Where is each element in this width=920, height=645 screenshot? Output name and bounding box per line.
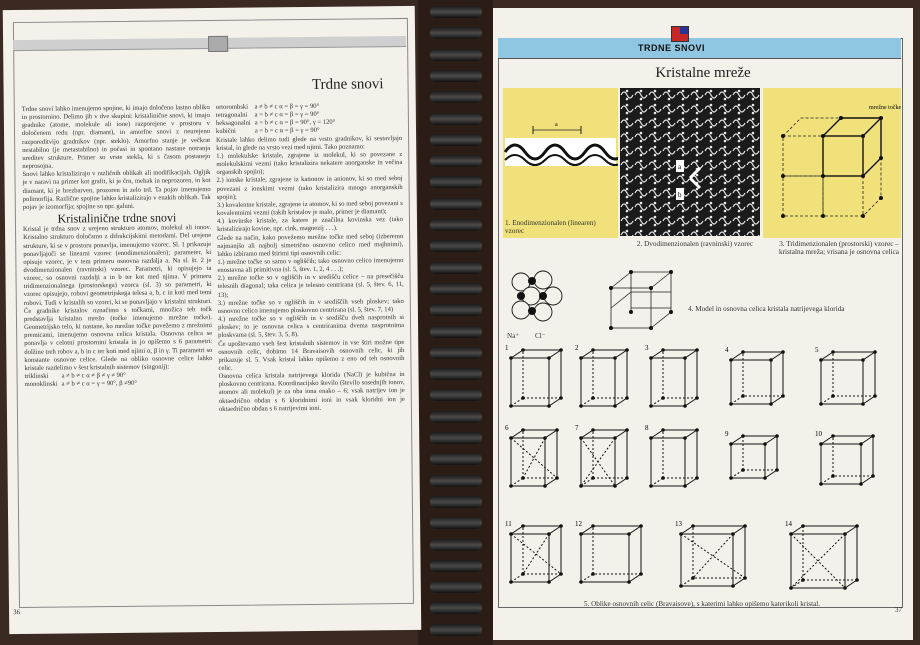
bravais-cell (505, 424, 559, 488)
system-name: triklinski (24, 372, 49, 380)
svg-text:b: b (678, 191, 682, 199)
system-rule: a ≠ b ≠ c α = β = γ = 90° (254, 102, 320, 111)
cell-number: 10 (815, 430, 822, 438)
cell-types-intro: Glede na način, kako povežemo mrežne točke med seboj (izberemo najmanjšo ali najbolj simetrično osnovno celico med majhnimi), lahko izbiramo med štirimi tipi osnovnih celic: (217, 232, 404, 258)
right-page (493, 8, 913, 640)
list-item: 2.) ionske kristale, zgrajene iz kationov in anionov, ki so med seboj povezani z ionskimi vezmi (tako kristalizira mnogo anorganskih spojin); (216, 175, 403, 201)
figure-1-caption: 1. Enodimenzionalen (linearen) vzorec (505, 219, 596, 235)
publisher-logo (671, 26, 689, 42)
intro-paragraph: Trdne snovi lahko imenujemo spojine, ki imajo določeno lastno obliko in prostornino. Delimo jih v dve skupini: kristalinične snovi, ki imajo gradnike (atome, molekule ali ione) razporejene v prostoru v določenem redu (npr. diamant), in amorfne snovi z neurejeno razporeditvijo gradnikov (npr. steklo). Amorfno stanje je večkrat nestabilno (je metastabilno) in počasi in spontano nastane notranja ureditev strukture. Primer so vrste stekla, ki s časom postanejo neprosojna. (21, 104, 211, 171)
bravais-cell (645, 344, 699, 408)
binding-ring (430, 368, 482, 380)
bravais-cell (575, 344, 629, 408)
figure-2-caption: 2. Dvodimenzionalen (ravninski) vzorec (636, 240, 754, 248)
list-item: 4.) kovinske kristale, za katere je značilna kovinska vez (tako kristalizirajo kovine, npr. cink, magnezij . . .). (216, 216, 403, 234)
bravais-cell (505, 520, 563, 584)
intro-paragraph-2: Snovi lahko kristalizirajo v različnih oblikah ali modifikacijah. Ogljik je v naravi na primer kot grafit, ki je črn, mehak in neprozoren, in kot diamant, ki je brezbarven, prozoren in zelo trd. Ta pojav imenujemo polimorfija. Različne spojine lahko kristalizirajo v enakih oblikah. Tak pojav je izomorfija; spojine so npr. galuni. (22, 169, 211, 211)
list-item: 3.) kovalentne kristale, zgrajene iz atomov, ki so med seboj povezani s kovalentnimi vezmi (takih kristalov je malo, primer je diamant); (216, 199, 403, 217)
svg-text:a: a (555, 122, 558, 128)
system-name: kubični (215, 128, 236, 136)
svg-text:a: a (678, 163, 682, 171)
system-name: heksagonalni (215, 119, 251, 128)
cell-number: 7 (575, 424, 579, 432)
figure-plane-pattern (620, 88, 760, 236)
figure-nacl-model (503, 268, 723, 340)
section-header-label: TRDNE SNOVI (638, 43, 706, 53)
left-column (22, 104, 213, 389)
binding-ring (430, 432, 482, 444)
figure-space-lattice (763, 88, 901, 238)
binding-ring (430, 496, 482, 508)
cell-number: 5 (815, 346, 819, 354)
system-rule: a ≠ b ≠ c α = γ = 90°, β ≠90° (61, 379, 138, 388)
list-item: 4.) mrežne točke so v ogliščih in v središču dveh nasprotnih si ploskev; to je osnovna celica s centriranima dvema nasprotnima ploskvama (sl. 5, štev. 3, 5, 8). (217, 314, 405, 340)
cell-number: 8 (645, 424, 649, 432)
cell-number: 9 (725, 430, 729, 438)
cell-number: 1 (505, 344, 509, 352)
left-page-number: 36 (13, 608, 21, 617)
binding-ring (430, 70, 482, 82)
binding-ring (430, 176, 482, 188)
binding-ring (430, 27, 482, 39)
cl-ion-label: Cl⁻ (535, 332, 546, 340)
figure-linear-pattern (503, 88, 618, 238)
right-header-bar (498, 38, 901, 59)
binding-ring (430, 134, 482, 146)
plane-pattern-graphic (620, 88, 760, 236)
binding-ring (430, 539, 482, 551)
binding-ring (430, 624, 482, 636)
right-page-title: Kristalne mreže (655, 65, 751, 81)
list-item: 3.) mrežne točke so v ogliščih in v središčih vseh ploskev; tako osnovno celico imenujemo ploskovno centrirana (sl. 5, štev. 7, 14) (217, 297, 404, 315)
left-header-marker (208, 36, 228, 52)
cell-number: 2 (575, 344, 579, 352)
na-ion-label: Na⁺ (507, 332, 520, 340)
binding-ring (430, 198, 482, 210)
binding-ring (430, 517, 482, 529)
system-rule: a = b ≠ c α = β = γ = 90° (254, 111, 320, 119)
system-name: ortorombski (215, 103, 249, 111)
binding-ring (430, 219, 482, 231)
bravais-cell (815, 346, 877, 406)
binding-ring (430, 453, 482, 465)
left-page (3, 6, 422, 634)
cell-number: 4 (725, 346, 729, 354)
bravais-cell (645, 424, 699, 488)
binding-ring (430, 262, 482, 274)
binding-ring (430, 49, 482, 61)
binding-ring (430, 326, 482, 338)
right-page-number: 37 (895, 606, 902, 614)
binding-ring (430, 113, 482, 125)
binding-ring (430, 155, 482, 167)
bravais-cell (575, 424, 629, 488)
left-page-title: Trdne snovi (311, 76, 384, 93)
binding-ring (430, 389, 482, 401)
table-row (25, 380, 141, 389)
bravais-paragraph: Če upoštevamo vseh šest kristalnih sistemov in vse štiri možne tipe osnovnih celic, dobimo 14 Bravaisovih osnovnih celic, ki jih prikazuje sl. 5. Vsak kristal lahko opišemo z eno od teh osnovnih celic. (218, 338, 405, 372)
system-rule: a = b = c α = β = γ = 90° (254, 127, 320, 136)
cell-number: 12 (575, 520, 582, 528)
crystal-types-intro: Kristale lahko delimo tudi glede na vrsto gradnikov, ki sestavljajo kristal, in glede na vrsto vezi med njimi. Tako poznamo: (216, 134, 403, 152)
systems-table-left (25, 372, 142, 390)
list-item: 1.) mrežne točke so samo v ogliščih; tako osnovno celico imenujemo enostavna ali primitivna (sl. 5, štev. 1, 2, 4 . . .); (217, 256, 404, 275)
binding-ring (430, 240, 482, 252)
figure-4-caption: 4. Model in osnovna celica kristala natrijevega klorida (688, 305, 845, 313)
cell-number: 11 (505, 520, 512, 528)
nacl-model-graphic (503, 268, 723, 340)
bravais-cell (575, 520, 643, 584)
system-rule: a = b ≠ c α = β = 90°, γ = 120° (254, 119, 336, 127)
binding-ring (430, 602, 482, 614)
nacl-paragraph: Osnovna celica kristala natrijevega klorida (NaCl) je kubična in ploskovno centrirana. Koordinacijsko število (število sosednjih ionov, atomov ali molekul) je za oba iona enako – 6; vsak natrijev ion je oktaedrično obdan s 6 kloridnimi ioni in vsak kloridni ion je oktaedrično obdan s 6 natrijevimi ioni. (218, 371, 405, 413)
systems-table-right (216, 103, 340, 137)
body-paragraph: Kristal je trdna snov z urejeno strukturo atomov, molekul ali ionov. Kristalno strukturo določamo z difrakcijskimi metodami. Del urejene strukture, ki se v prostoru ponavlja, imenujemo vzorec. Sl. 1 prikazuje ponavljajoči se linearni vzorec (enodimenzionalen); parameter, ki opisuje vzorec, je v tem primeru osnovna razdalja a. Na sl. št. 2 je dvodimenzionalen (ravninski) vzorec. Parametri, ki opisujejo ta vzorec, so osnovni razdalji a in b ter kot med njima. V primeru tridimenzionalnega (prostorskega) vzorca (sl. 3) so parametri, ki vzorec opisujejo, robovi geometrijskega telesa a, b, c in koti med temi robovi. Tudi v kristalih so vzorci, ki se ponavljajo v kristalni strukturi. Če gradnike kristalov označimo s točkami, množica teh točk predstavlja kristalno mrežo (točke imenujemo mrežne točke). Geometrijsko telo, ki nastane, ko mrežne točke povežemo z mrežnimi premicami, imenujemo osnovna celica kristala. Osnovna celica se ponavlja v celotni prostornini kristala in jo opišemo s 6 parametri: dolžine treh robov a, b in c ter koti med njimi α, β in γ. Ti parametri so konstante osnovne celice. Glede na obliko osnovne celice lahko kristale razdelimo v šest kristalnih sistemov (singonij): (23, 224, 213, 372)
system-name: tetragonalni (215, 111, 248, 120)
bravais-cell (505, 344, 563, 408)
binding-ring (430, 91, 482, 103)
cell-number: 6 (505, 424, 509, 432)
binding-ring (430, 283, 482, 295)
bravais-cell (785, 520, 859, 590)
figure-5-caption: 5. Oblike osnovnih celic (Bravaisove), s katerimi lahko opišemo katerikoli kristal. (583, 600, 821, 608)
list-item: 2.) mrežne točke so v ogliščih in v središču celice – na presečišču telesnih diagonal; taka celica je telesno centrirana (sl. 5, štev. 6, 11, 13); (217, 273, 404, 299)
cell-number: 3 (645, 344, 649, 352)
binding-ring (430, 475, 482, 487)
binding-ring (430, 304, 482, 316)
system-rule: a ≠ b ≠ c α ≠ β ≠ γ ≠ 90° (61, 371, 126, 380)
binding-ring (430, 560, 482, 572)
binding-ring (430, 581, 482, 593)
lattice-points-label: mrežne točke (869, 105, 901, 111)
binding-ring (430, 6, 482, 18)
bravais-cells-graphic (503, 336, 901, 598)
bravais-cell (725, 430, 779, 480)
list-item: 1.) molekulske kristale, zgrajene iz molekul, ki so povezane z molekulskimi vezmi (tako kristalizira nekatere anorganske in večina organskih spojin); (216, 150, 403, 177)
cell-number: 14 (785, 520, 792, 528)
bravais-cell (815, 430, 875, 486)
cell-number: 13 (675, 520, 682, 528)
binding-ring (430, 347, 482, 359)
right-column (216, 102, 405, 414)
bravais-cell (725, 346, 785, 406)
space-lattice-graphic (763, 88, 901, 238)
section-heading: Kristalinične trdne snovi (57, 210, 177, 226)
linear-pattern-graphic (503, 88, 618, 238)
figure-3-caption: 3. Tridimenzionalen (prostorski) vzorec – kristalna mreža; vrisana je osnovna celica (779, 240, 899, 256)
bravais-cell (675, 520, 747, 588)
binding-ring (430, 411, 482, 423)
system-name: monoklinski (24, 380, 58, 389)
figure-bravais-cells (503, 336, 901, 598)
